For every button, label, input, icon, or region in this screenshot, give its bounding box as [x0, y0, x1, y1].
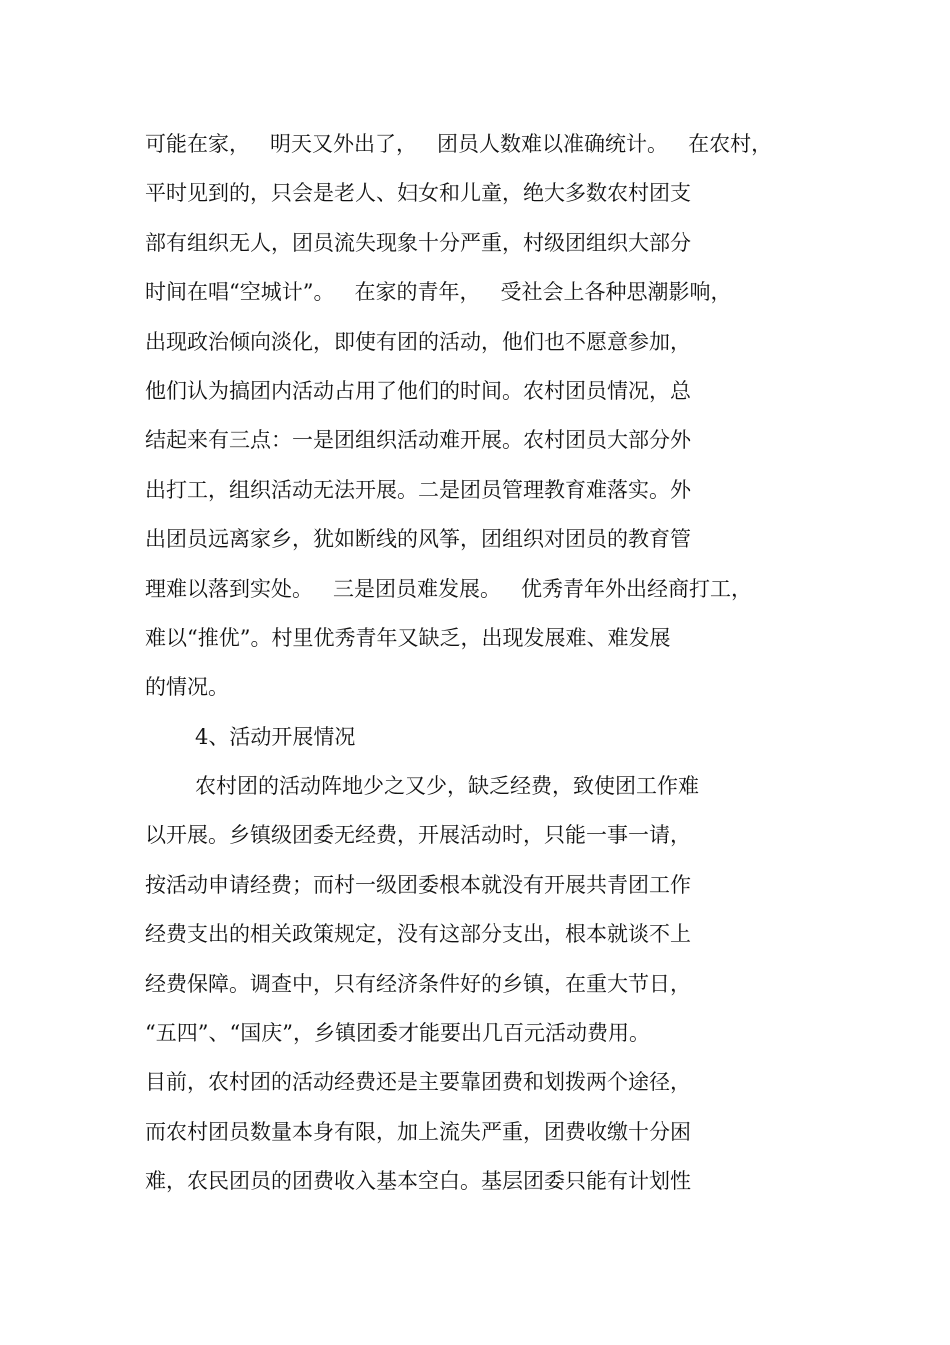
body-text [145, 120, 805, 1207]
text-line: 的情况。 [145, 675, 229, 700]
text-line: 出团员远离家乡，犹如断线的风筝，团组织对团员的教育管 [145, 527, 691, 552]
text-line: 平时见到的，只会是老人、妇女和儿童，绝大多数农村团支 [145, 181, 691, 206]
text-line: 经费支出的相关政策规定，没有这部分支出，根本就谈不上 [145, 922, 691, 947]
text-line: 结起来有三点：一是团组织活动难开展。农村团员大部分外 [145, 428, 691, 453]
text-line: 而农村团员数量本身有限，加上流失严重，团费收缴十分困 [145, 1119, 691, 1144]
text-line: 按活动申请经费；而村一级团委根本就没有开展共青团工作 [145, 872, 691, 897]
text-line: 目前，农村团的活动经费还是主要靠团费和划拨两个途径， [145, 1070, 691, 1095]
text-line: 出现政治倾向淡化，即使有团的活动，他们也不愿意参加， [145, 329, 691, 354]
text-line: 经费保障。调查中，只有经济条件好的乡镇，在重大节日， [145, 971, 691, 996]
text-line: 以开展。乡镇级团委无经费，开展活动时，只能一事一请， [145, 823, 691, 848]
text-line: 理难以落到实处。 三是团员难发展。 优秀青年外出经商打工， [145, 576, 753, 601]
text-line: “五四”、“国庆”，乡镇团委才能要出几百元活动费用。 [145, 1021, 650, 1046]
text-line: 他们认为搞团内活动占用了他们的时间。农村团员情况，总 [145, 378, 691, 403]
text-line: 可能在家， 明天又外出了， 团员人数难以准确统计。 在农村， [145, 132, 773, 156]
text-line: 难以“推优”。村里优秀青年又缺乏，出现发展难、难发展 [145, 625, 671, 650]
text-line: 出打工，组织活动无法开展。二是团员管理教育难落实。外 [145, 477, 691, 502]
section-heading: 4、活动开展情况 [195, 724, 356, 749]
text-line: 时间在唱“空城计”。 在家的青年， 受社会上各种思潮影响， [145, 280, 732, 305]
text-line: 部有组织无人，团员流失现象十分严重，村级团组织大部分 [145, 230, 691, 255]
paragraph-first-line: 农村团的活动阵地少之又少，缺乏经费，致使团工作难 [195, 774, 699, 799]
text-line: 难，农民团员的团费收入基本空白。基层团委只能有计划性 [145, 1169, 691, 1194]
